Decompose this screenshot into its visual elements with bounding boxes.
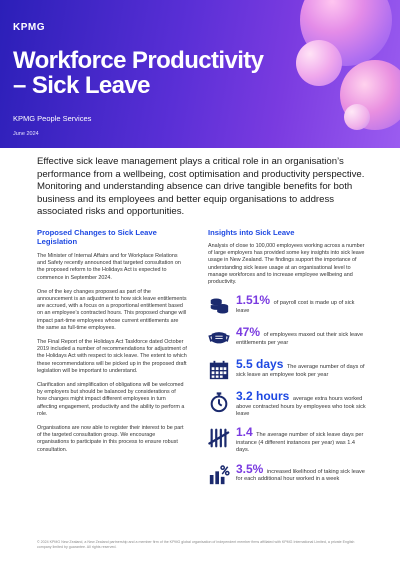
stat-item [208, 390, 366, 418]
header-band [0, 0, 400, 148]
percent-chart-icon [208, 463, 236, 487]
kpmg-logo: KPMG [13, 22, 45, 33]
left-paragraph: The Minister of Internal Affairs and for Workplace Relations and Safety recently announced that targeted consultation on the proposed reform to the Holidays Act is expected to commence in September 2024. [37, 253, 181, 281]
stat-item [208, 358, 366, 382]
stat-text: average extra hours worked above contracted hours by employees who took sick leave [236, 396, 366, 418]
left-paragraph: One of the key changes proposed as part of the announcement is an adjustment to how sick leave entitlements are accrued, with a focus on a proportional entitlement based on an employee’s contracted hours. This proposed change will impact part-time employees whose current entitlements are the same as full-time employees. [37, 288, 187, 331]
title-line-1: Workforce Productivity [13, 47, 264, 74]
stat-text: of payroll cost is made up of sick leave [236, 300, 355, 314]
face-mask-icon [208, 326, 236, 350]
left-paragraph: The Final Report of the Holidays Act Taskforce dated October 2019 included a number of recommendations for adjustment of the Holidays Act with respect to sick leave. The extent to which these recommendations will be picked up in the proposed draft legislation will be important to understand. [37, 339, 187, 374]
stat-value: 5.5 days [236, 357, 284, 372]
stat-item [208, 326, 366, 350]
publication-date: June 2024 [13, 131, 39, 137]
tally-marks-icon [208, 426, 236, 450]
left-column [37, 228, 187, 454]
stat-item [208, 463, 366, 487]
coins-icon [208, 294, 236, 318]
right-heading: Insights into Sick Leave [208, 228, 295, 237]
page-title [13, 48, 263, 98]
stat-text: increased likelihood of taking sick leave for each additional hour worked in a week [236, 468, 365, 483]
left-heading: Proposed Changes to Sick Leave Legislation [37, 228, 157, 246]
right-column [208, 228, 366, 495]
stat-item [208, 294, 366, 318]
stat-text: of employees maxed out their sick leave entitlements per year [236, 332, 364, 346]
stopwatch-icon [208, 390, 236, 414]
insights-lead: Analysis of close to 100,000 employees working across a number of large employers has provided some key insights into sick leave usage in New Zealand. The findings support the importance of understanding sick leave usage at an organisational level to manage workforces and to increase employee wellbeing and productivity. [208, 243, 365, 286]
stat-value: 3.5% [236, 461, 264, 476]
left-paragraph: Organisations are now able to register their interest to be part of the targeted consultation group. We encourage organisations to participate in this process to ensure robust consultation. [37, 425, 184, 453]
stat-value: 1.51% [236, 293, 271, 308]
left-paragraph: Clarification and simplification of obligations will be welcomed by employers but should be balanced by considerations of how changes might impact different employees in turn affecting engagement, productivity and the ability to perform a role. [37, 382, 185, 417]
calendar-icon [208, 358, 236, 382]
footer-copyright: © 2024 KPMG New Zealand, a New Zealand partnership and a member firm of the KPMG global organisation of independent member firms affiliated with KPMG International Limited, a private English company limited by guarantee. All rights reserved. [37, 540, 355, 549]
intro-paragraph: Effective sick leave management plays a critical role in an organisation’s performance from a wellbeing, cost optimisation and productivity perspective. Monitoring and understanding absence can drive tangible benefits for both business and its employees and better equip organisations to address associated risks and opportunities. [37, 156, 365, 218]
stat-value: 47% [236, 325, 261, 340]
stats-list [208, 294, 366, 486]
title-line-2: – Sick Leave [13, 72, 150, 99]
decorative-blob [296, 40, 342, 86]
stat-text: The average number of sick leave days per instance (4 different instances per year) was 1.4 days. [236, 432, 364, 454]
stat-value: 3.2 hours [236, 389, 290, 404]
decorative-blob [344, 104, 370, 130]
subtitle: KPMG People Services [13, 114, 92, 123]
stat-item [208, 426, 366, 454]
stat-value: 1.4 [236, 425, 253, 440]
stat-text: The average number of days of sick leave an employee took per year [236, 364, 365, 378]
